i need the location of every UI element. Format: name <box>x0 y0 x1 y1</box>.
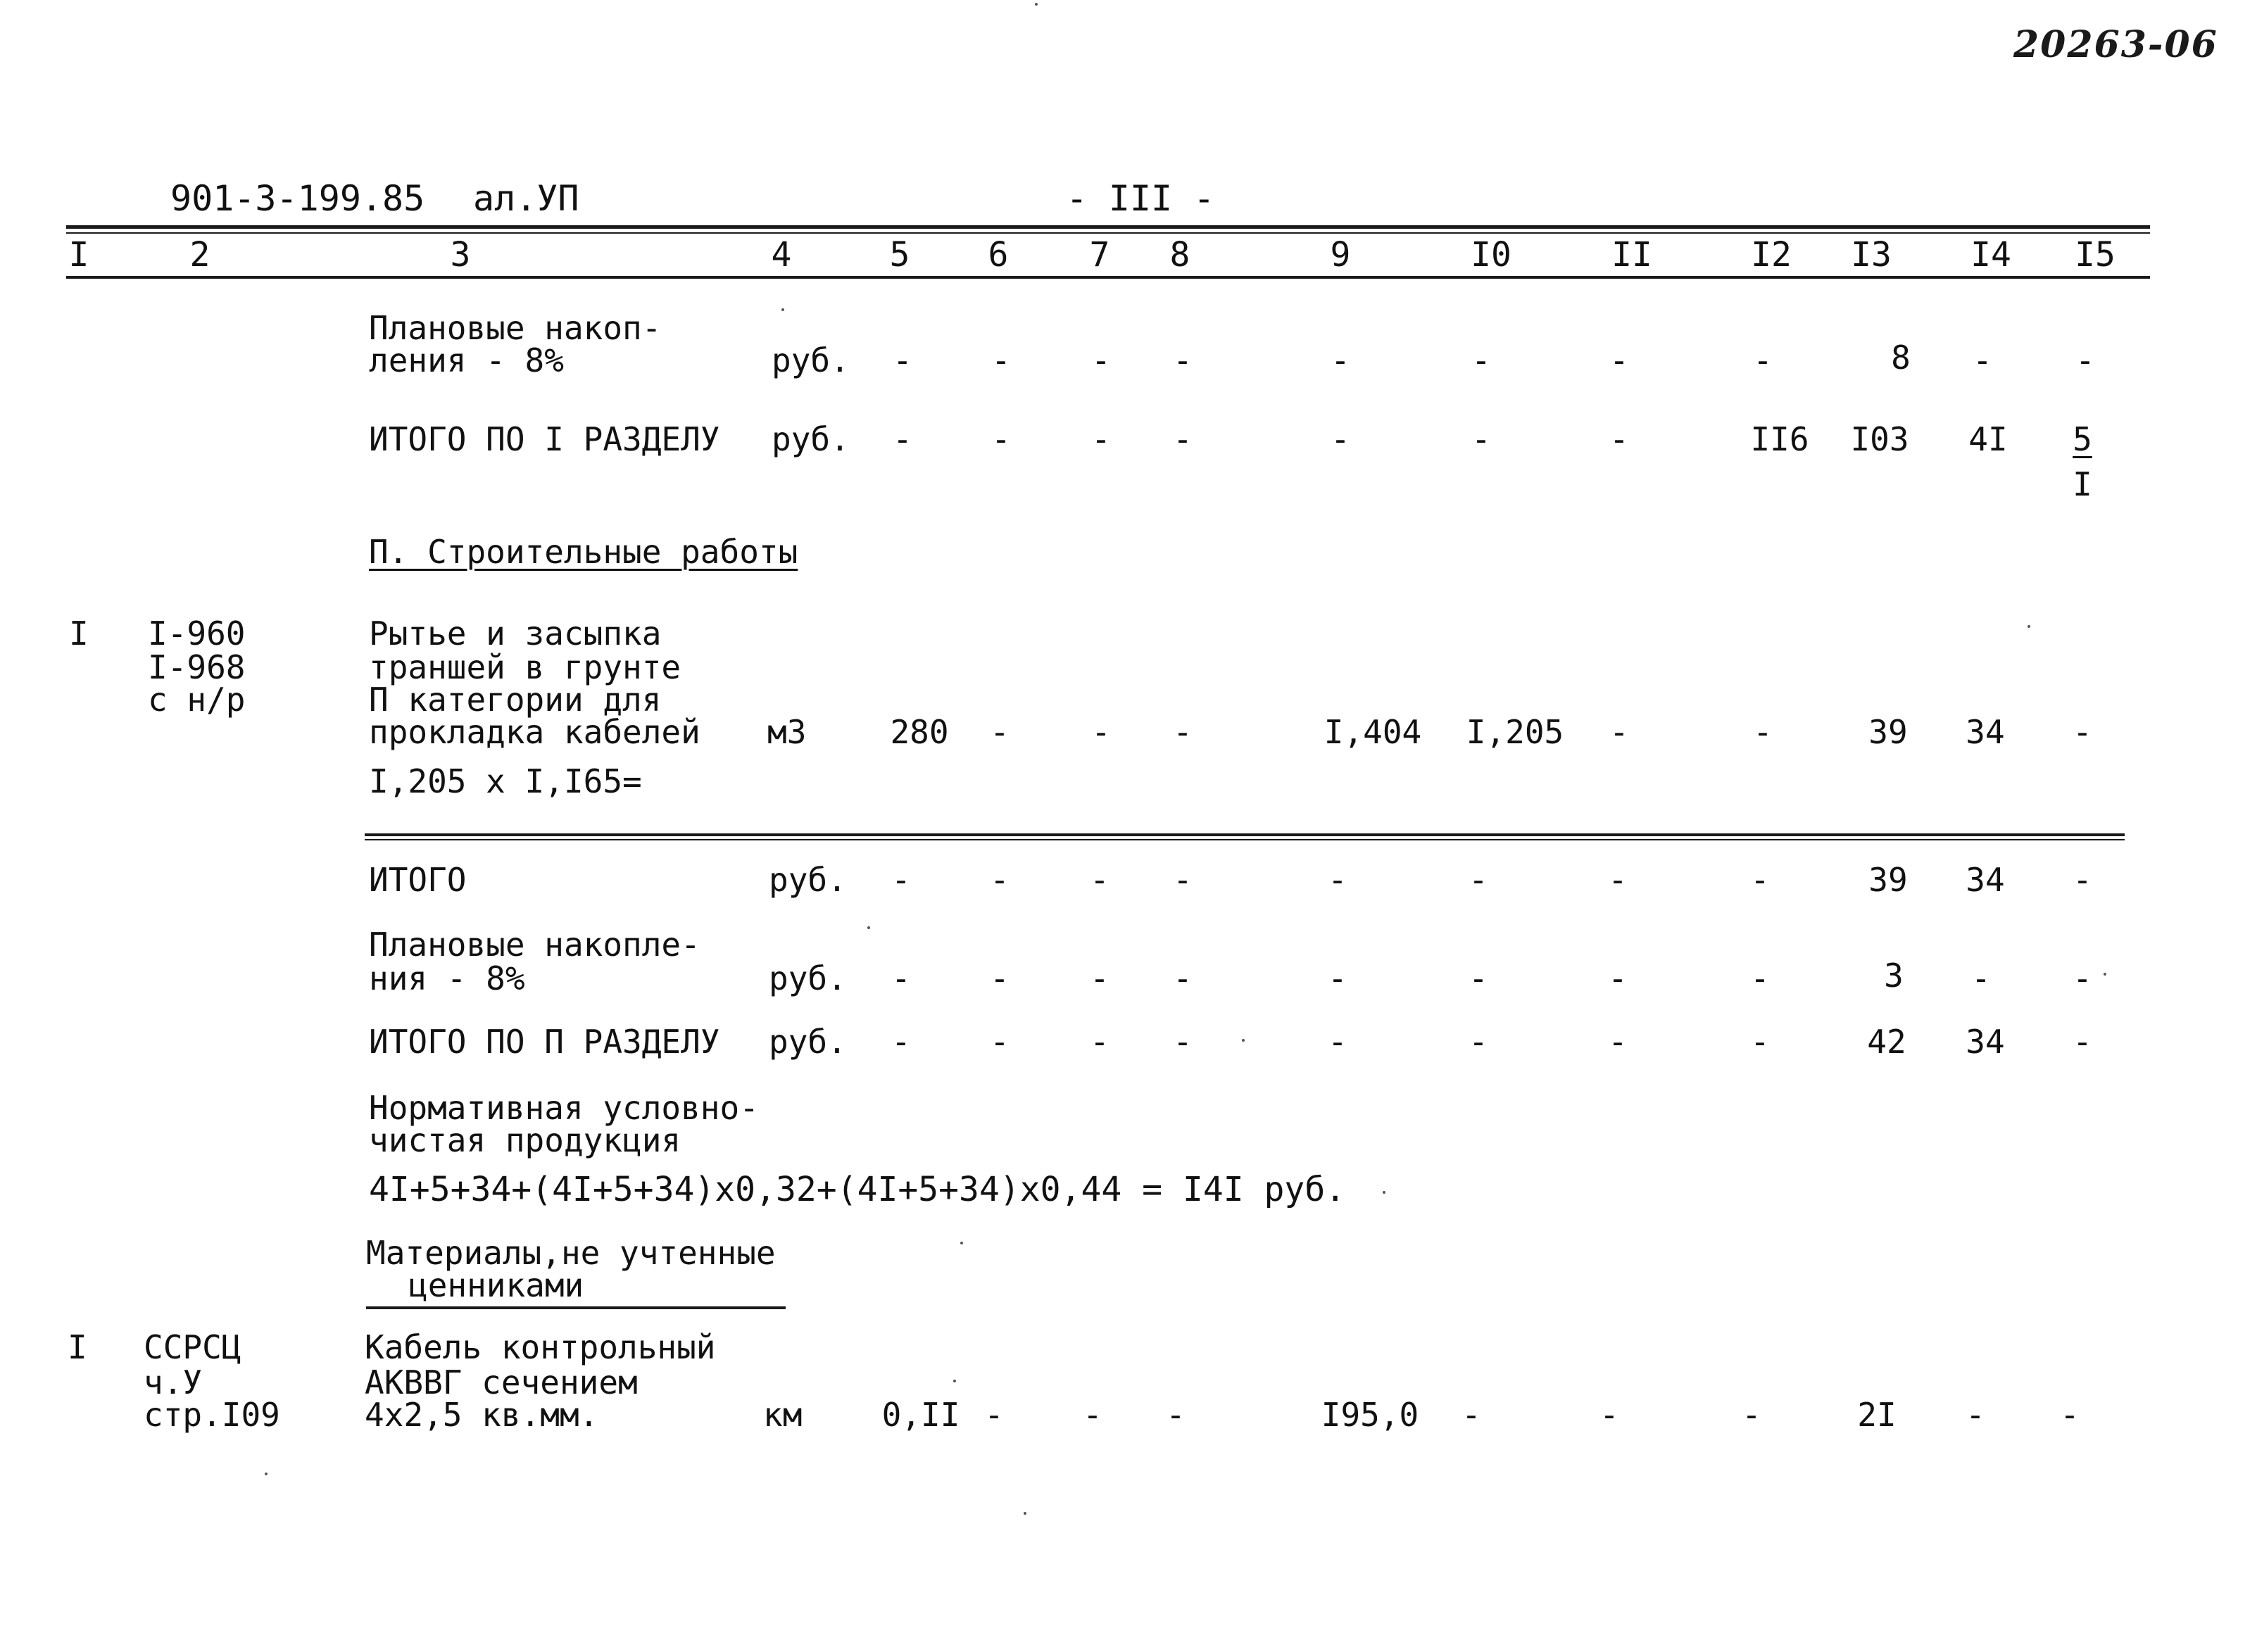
normative-label-line: Нормативная условно- <box>369 1089 759 1127</box>
scan-speck <box>960 1242 963 1244</box>
handwritten-document-number: 20263-06 <box>2013 23 2218 66</box>
col-header-15: I5 <box>2075 235 2115 275</box>
document-code: 901-3-199.85 <box>170 178 425 219</box>
normative-label-line: чистая продукция <box>369 1121 681 1159</box>
header-bottom-rule <box>66 276 2150 279</box>
cell-col10: - <box>1469 959 1488 997</box>
col-header-8: 8 <box>1169 235 1190 275</box>
cell-col15: - <box>2073 861 2092 899</box>
col-header-10: I0 <box>1471 235 1511 275</box>
cell-col14: - <box>1966 1396 1985 1434</box>
cell-col7: - <box>1090 861 1109 899</box>
col-header-5: 5 <box>889 235 910 275</box>
row-code-line: I-968 <box>148 648 246 686</box>
row-description-line: П категории для <box>369 681 662 719</box>
cell-col9: - <box>1331 341 1350 379</box>
cell-col8: - <box>1166 1396 1186 1434</box>
subtotal-rule-2 <box>365 839 2125 840</box>
col-header-12: I2 <box>1751 235 1792 275</box>
col-header-13: I3 <box>1851 235 1892 275</box>
cell-col14: - <box>1971 959 1991 997</box>
cell-col7: - <box>1091 341 1111 379</box>
header-top-rule-2 <box>66 232 2150 234</box>
row-code-line: I-960 <box>148 614 246 652</box>
cell-col15-denominator: I <box>2073 465 2092 503</box>
cell-col10: - <box>1471 420 1491 458</box>
cell-col15: - <box>2073 959 2092 997</box>
cell-col10: - <box>1469 1023 1488 1061</box>
row-description-line: траншей в грунте <box>369 648 681 686</box>
col-header-7: 7 <box>1089 235 1110 275</box>
cell-col13: 39 <box>1868 713 1908 751</box>
cell-col12: - <box>1750 1023 1770 1061</box>
cell-col10: I,205 <box>1466 713 1564 751</box>
row-description-line: I,205 х I,I65= <box>369 762 642 800</box>
cell-col9: I95,0 <box>1321 1396 1419 1434</box>
row-number: I <box>68 1328 87 1366</box>
col-header-14: I4 <box>1970 235 2011 275</box>
cell-col5: - <box>891 959 911 997</box>
row-description: ИТОГО ПО П РАЗДЕЛУ <box>369 1023 720 1061</box>
col-header-3: 3 <box>450 235 471 275</box>
row-description-line: ния - 8% <box>369 959 525 997</box>
cell-col15: - <box>2073 1023 2092 1061</box>
row-code-line: с н/р <box>148 681 246 719</box>
cell-col7: - <box>1090 1023 1109 1061</box>
cell-col9: - <box>1328 959 1347 997</box>
cell-col13: 3 <box>1884 957 1904 995</box>
cell-col6: - <box>990 959 1010 997</box>
col-header-9: 9 <box>1330 235 1351 275</box>
cell-col14: 34 <box>1966 861 2005 899</box>
cell-col6: - <box>990 1023 1010 1061</box>
cell-col5: - <box>891 861 911 899</box>
row-unit: м3 <box>767 713 807 751</box>
cell-col5: 0,II <box>881 1396 960 1434</box>
row-code-line: ССРСЦ <box>144 1328 241 1366</box>
cell-col12: - <box>1753 713 1773 751</box>
row-unit: руб. <box>769 959 847 997</box>
scan-speck <box>953 1380 956 1382</box>
album-label: ал.УП <box>473 178 579 219</box>
cell-col12: II6 <box>1750 420 1809 458</box>
cell-col6: - <box>991 420 1011 458</box>
cell-col14: 4I <box>1968 420 2008 458</box>
cell-col11: - <box>1609 341 1629 379</box>
cell-col7: - <box>1091 420 1111 458</box>
cell-col5: - <box>891 1023 911 1061</box>
row-description-line: ления - 8% <box>369 341 564 379</box>
cell-col8: - <box>1173 713 1193 751</box>
row-description-line: Кабель контрольный <box>365 1328 716 1366</box>
cell-col9: - <box>1328 1023 1347 1061</box>
section-title-construction-works: П. Строительные работы <box>369 533 798 571</box>
cell-col5: 280 <box>890 713 949 751</box>
scan-speck <box>1024 1512 1026 1515</box>
row-description-line: Плановые накоп- <box>369 309 662 347</box>
cell-col13: I03 <box>1850 420 1909 458</box>
page-number: - III - <box>1066 178 1215 219</box>
cell-col8: - <box>1173 341 1193 379</box>
row-unit: руб. <box>769 861 847 899</box>
col-header-1: I <box>68 235 89 275</box>
row-description: ИТОГО ПО I РАЗДЕЛУ <box>369 420 720 458</box>
cell-col13: 8 <box>1891 339 1911 377</box>
cell-col13: 39 <box>1868 861 1908 899</box>
scan-speck <box>1383 1191 1385 1194</box>
cell-col15: - <box>2073 713 2092 751</box>
cell-col11: - <box>1609 713 1629 751</box>
cell-col12: - <box>1753 341 1773 379</box>
row-description-line: АКВВГ сечением <box>365 1363 638 1401</box>
cell-col11: - <box>1608 1023 1628 1061</box>
scan-speck <box>867 926 870 929</box>
materials-heading-underline <box>366 1306 786 1309</box>
col-header-6: 6 <box>988 235 1009 275</box>
col-header-4: 4 <box>771 235 792 275</box>
cell-col7: - <box>1090 959 1109 997</box>
cell-col8: - <box>1173 420 1193 458</box>
col-header-11: II <box>1611 235 1652 275</box>
row-description: ИТОГО <box>369 861 467 899</box>
scan-speck <box>2104 973 2106 976</box>
row-code-line: ч.У <box>144 1363 203 1401</box>
cell-col7: - <box>1091 713 1111 751</box>
col-header-2: 2 <box>189 235 210 275</box>
scan-speck <box>1035 3 1038 6</box>
cell-col8: - <box>1173 959 1193 997</box>
cell-col14: - <box>1973 341 1992 379</box>
cell-col11: - <box>1608 959 1628 997</box>
cell-col6: - <box>990 861 1010 899</box>
materials-heading-line: ценниками <box>408 1266 584 1304</box>
row-description-line: прокладка кабелей <box>369 713 700 751</box>
subtotal-rule <box>365 833 2125 836</box>
cell-col12: - <box>1750 861 1770 899</box>
header-top-rule <box>66 225 2150 229</box>
cell-col5: - <box>893 341 912 379</box>
cell-col6: - <box>991 341 1011 379</box>
scan-speck <box>1242 1039 1245 1042</box>
row-code-line: стр.I09 <box>144 1396 280 1434</box>
row-unit: руб. <box>769 1023 847 1061</box>
cell-col12: - <box>1750 959 1770 997</box>
cell-col6: - <box>990 713 1010 751</box>
cell-col15: - <box>2075 341 2095 379</box>
cell-col7: - <box>1083 1396 1102 1434</box>
cell-col5: - <box>893 420 912 458</box>
cell-col9: - <box>1331 420 1350 458</box>
cell-col11: - <box>1609 420 1629 458</box>
cell-col8: - <box>1173 1023 1193 1061</box>
row-description-line: 4х2,5 кв.мм. <box>365 1396 599 1434</box>
row-description-line: Рытье и засыпка <box>369 614 662 652</box>
cell-col14: 34 <box>1966 713 2005 751</box>
scan-speck <box>781 308 784 311</box>
cell-col10: - <box>1471 341 1491 379</box>
row-unit: км <box>763 1396 803 1434</box>
scan-speck <box>265 1473 268 1475</box>
cell-col10: - <box>1469 861 1488 899</box>
scan-speck <box>2027 625 2030 628</box>
cell-col13: 42 <box>1867 1023 1906 1061</box>
row-unit: руб. <box>772 341 850 379</box>
cell-col15: - <box>2060 1396 2080 1434</box>
cell-col15-numerator: 5 <box>2073 420 2092 458</box>
row-number: I <box>69 614 89 652</box>
cell-col8: - <box>1173 861 1193 899</box>
cell-col14: 34 <box>1966 1023 2005 1061</box>
cell-col9: - <box>1328 861 1347 899</box>
normative-formula: 4I+5+34+(4I+5+34)х0,32+(4I+5+34)х0,44 = I4I руб. <box>369 1170 1346 1209</box>
cell-col10: - <box>1461 1396 1481 1434</box>
row-description-line: Плановые накопле- <box>369 926 700 964</box>
cell-col12: - <box>1742 1396 1761 1434</box>
cell-col9: I,404 <box>1324 713 1422 751</box>
cell-col11: - <box>1608 861 1628 899</box>
row-unit: руб. <box>772 420 850 458</box>
cell-col13: 2I <box>1857 1396 1897 1434</box>
cell-col11: - <box>1599 1396 1619 1434</box>
materials-heading-line: Материалы,не учтенные <box>366 1234 776 1272</box>
cell-col6: - <box>984 1396 1004 1434</box>
